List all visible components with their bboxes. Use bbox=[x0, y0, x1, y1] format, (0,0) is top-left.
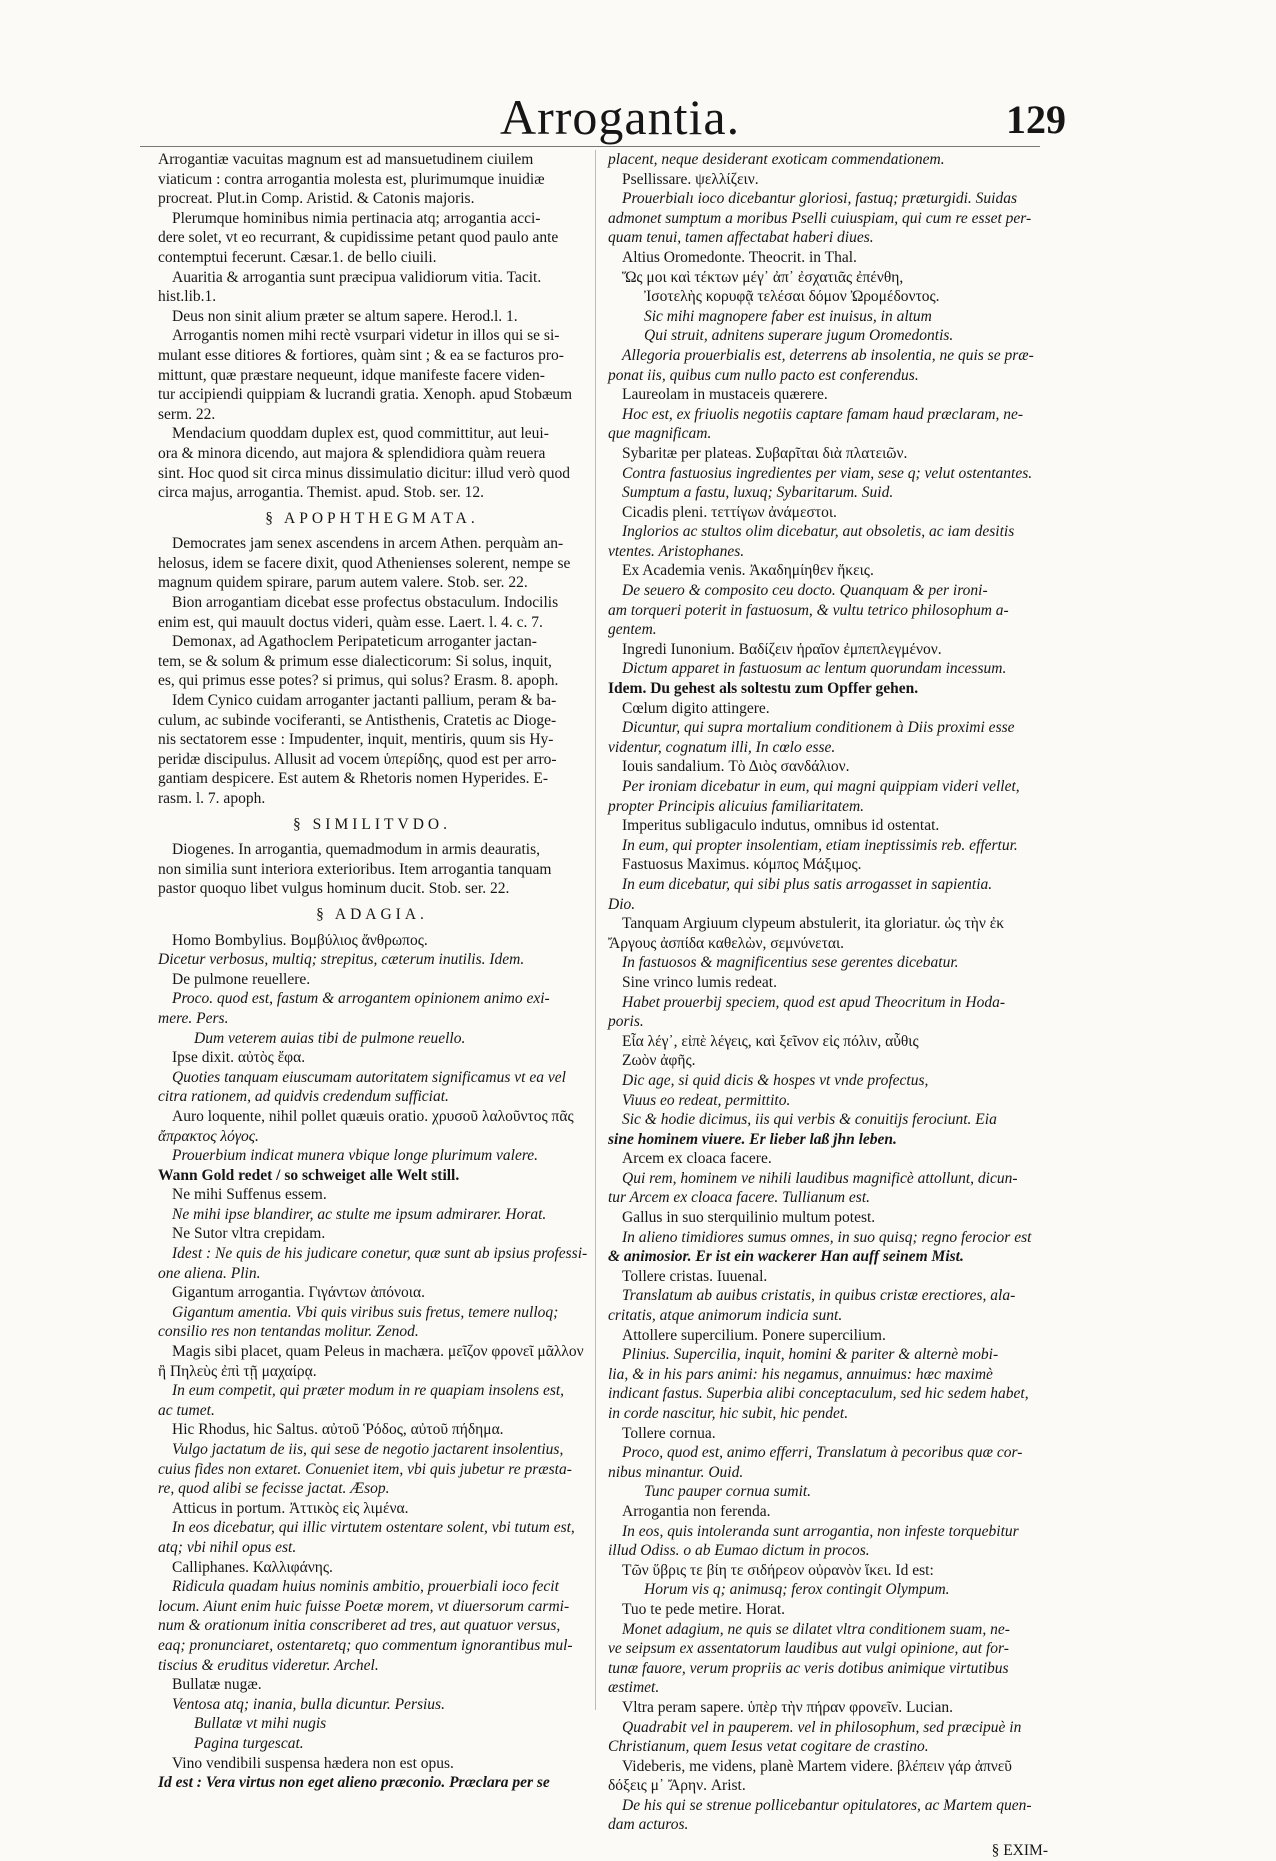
text-line: Demonax, ad Agathoclem Peripateticum arroganter jactan- bbox=[172, 633, 537, 651]
text-line: enim est, qui mauult doctus videri, quàm esse. Laert. l. 4. c. 7. bbox=[158, 613, 543, 631]
text-line: Quadrabit vel in pauperem. vel in philosophum, sed præcipuè in bbox=[622, 1718, 1022, 1736]
text-line: Vulgo jactatum de iis, qui sese de negotio jactarent insolentius, bbox=[172, 1441, 564, 1458]
text-line: Ridicula quadam huius nominis ambitio, prouerbiali ioco fecit bbox=[172, 1578, 559, 1596]
text-line: Proco. quod est, fastum & arrogantem opinionem animo exi- bbox=[172, 990, 550, 1008]
column-divider bbox=[595, 150, 596, 1710]
text-line: cuius fides non extaret. Conueniet item, vbi quis jubetur re præsta- bbox=[158, 1460, 572, 1478]
text-line: Diogenes. In arrogantia, quemadmodum in armis deauratis, bbox=[172, 841, 541, 859]
text-line: dam acturos. bbox=[608, 1816, 689, 1834]
text-line: contemptui fecerunt. Cæsar.1. de bello ciuili. bbox=[158, 248, 437, 266]
text-line: Tanquam Argiuum clypeum abstulerit, ita gloriatur. ὡς τὴν ἐκ bbox=[622, 915, 1005, 933]
text-line: poris. bbox=[608, 1013, 644, 1031]
text-line: Horum vis q; animusq; ferox contingit Olympum. bbox=[644, 1581, 950, 1599]
text-line: procreat. Plut.in Comp. Aristid. & Catonis majoris. bbox=[158, 190, 475, 208]
text-line: non similia sunt interiora exterioribus. Item arrogantia tanquam bbox=[158, 860, 552, 878]
text-line: Prouerbium indicat munera vbique longe plurimum valere. bbox=[172, 1147, 539, 1165]
text-line: Idem. Du gehest als soltestu zum Opffer gehen. bbox=[608, 680, 919, 698]
text-line: gentem. bbox=[608, 621, 657, 639]
text-line: In eum competit, qui præter modum in re quapiam insolens est, bbox=[172, 1382, 565, 1400]
text-line: Arcem ex cloaca facere. bbox=[622, 1150, 772, 1168]
text-line: placent, neque desiderant exoticam commendationem. bbox=[608, 151, 945, 168]
text-line: pastor quoquo libet vulgus hominum ducit. Stob. ser. 22. bbox=[158, 880, 510, 898]
text-line: Bullatæ nugæ. bbox=[172, 1676, 262, 1694]
text-line: Proco, quod est, animo efferri, Translatum à pecoribus quæ cor- bbox=[622, 1444, 1023, 1462]
text-line: mittunt, quæ præstare nequeunt, idque manifeste facere viden- bbox=[158, 366, 545, 384]
text-line: Arrogantis nomen mihi rectè vsurpari videtur in illos qui se si- bbox=[172, 327, 560, 345]
text-line: Ζωὸν ἀφῆς. bbox=[622, 1052, 696, 1070]
text-line: gantiam despicere. Est autem & Rhetoris nomen Hyperides. E- bbox=[158, 770, 548, 788]
text-line: helosus, idem se facere dixit, quod Athenienses solerent, nempe se bbox=[158, 554, 571, 572]
text-line: magnum quidem spirare, parum autem valere. Stob. ser. 22. bbox=[158, 574, 528, 592]
text-line: Sine vrinco lumis redeat. bbox=[622, 973, 777, 991]
text-line: § EXIM- bbox=[991, 1842, 1048, 1860]
text-line: Gallus in suo sterquilinio multum potest. bbox=[622, 1209, 876, 1227]
text-line: Hic Rhodus, hic Saltus. αὐτοῦ Ῥόδος, αὐτοῦ πήδημα. bbox=[172, 1421, 504, 1439]
text-line: In eos dicebatur, qui illic virtutem ostentare solent, vbi tutum est, bbox=[172, 1519, 575, 1537]
text-line: one aliena. Plin. bbox=[158, 1264, 261, 1282]
text-line: tem, se & solum & primum esse dialecticorum: Si solus, inquit, bbox=[158, 652, 552, 670]
text-line: Idest : Ne quis de his judicare conetur, quæ sunt ab ipsius professi- bbox=[172, 1245, 588, 1263]
text-line: Tunc pauper cornua sumit. bbox=[644, 1483, 812, 1501]
text-line: videntur, cognatum illi, In cœlo esse. bbox=[608, 738, 836, 756]
text-line: tunæ fauore, verum propriis ac veris dotibus animique virtutibus bbox=[608, 1659, 1009, 1677]
text-line: Ne mihi Suffenus essem. bbox=[172, 1186, 327, 1204]
text-line: Atticus in portum. Ἀττικὸς εἰς λιμένα. bbox=[172, 1499, 409, 1517]
text-line: mulant esse ditiores & fortiores, quàm sint ; & ea se facturos pro- bbox=[158, 346, 564, 364]
text-line: Laureolam in mustaceis quærere. bbox=[622, 386, 828, 404]
text-line: § APOPHTHEGMATA. bbox=[265, 509, 479, 527]
text-line: Ne mihi ipse blandirer, ac stulte me ipsum admirarer. Horat. bbox=[172, 1205, 547, 1223]
text-line: Translatum ab auibus cristatis, in quibus cristæ erectiores, ala- bbox=[622, 1287, 1016, 1305]
text-line: § SIMILITVDO. bbox=[293, 815, 451, 833]
text-line: in corde nascitur, hic subit, hic pendet. bbox=[608, 1405, 849, 1422]
text-line: Monet adagium, ne quis se dilatet vltra conditionem suam, ne- bbox=[622, 1620, 1010, 1638]
text-line: eaq; pronunciaret, ostentaretq; quo commentum ignorantibus mul- bbox=[158, 1636, 573, 1654]
text-line: es, qui primus esse potes? si primus, qui solus? Erasm. 8. apoph. bbox=[158, 672, 559, 690]
text-line: Dicuntur, qui supra mortalium conditionem à Diis proximi esse bbox=[622, 719, 1015, 737]
text-line: que magnificam. bbox=[608, 425, 712, 443]
text-line: Tuo te pede metire. Horat. bbox=[622, 1600, 785, 1618]
left-column bbox=[158, 150, 588, 1792]
text-line: dere solet, vt eo recurrant, & cupidissime petant quod paulo ante bbox=[158, 229, 559, 247]
text-line: Εἶα λέγ᾽, εἰπὲ λέγεις, καὶ ξεῖνον εἰς πόλιν, αὖθις bbox=[622, 1032, 919, 1050]
text-line: indicant fastus. Superbia alibi conceptaculum, sed hic sedem habet, bbox=[608, 1385, 1029, 1403]
text-line: Ipse dixit. αὐτὸς ἔφα. bbox=[172, 1049, 306, 1067]
text-line: quam tenui, tamen affectabat haberi diues. bbox=[608, 229, 874, 247]
text-line: Habet prouerbij speciem, quod est apud Theocritum in Hoda- bbox=[622, 993, 1006, 1011]
text-line: De his qui se strenue pollicebantur opitulatores, ac Martem quen- bbox=[622, 1796, 1032, 1814]
text-line: tur Arcem ex cloaca facere. Tullianum est. bbox=[608, 1189, 871, 1207]
text-line: Cœlum digito attingere. bbox=[622, 699, 770, 717]
page-title: Arrogantia. bbox=[500, 89, 741, 145]
text-line: Bion arrogantiam dicebat esse profectus obstaculum. Indocilis bbox=[172, 594, 559, 612]
text-line: Cicadis pleni. τεττίγων ἀνάμεστοι. bbox=[622, 503, 837, 521]
text-line: Sic & hodie dicimus, iis qui verbis & conuitijs ferociunt. Eia bbox=[622, 1111, 997, 1129]
text-line: re, quod alibi se fecisse jactat. Æsop. bbox=[158, 1480, 390, 1498]
text-line: Τῶν ὕβρις τε βίη τε σιδήρεον οὐρανὸν ἵκει. Id est: bbox=[622, 1561, 934, 1579]
text-line: Hoc est, ex friuolis negotiis captare famam haud præclaram, ne- bbox=[622, 405, 1024, 423]
text-line: Gigantum amentia. Vbi quis viribus suis fretus, temere nulloq; bbox=[172, 1303, 559, 1321]
text-line: Per ironiam dicebatur in eum, qui magni quippiam videri vellet, bbox=[622, 778, 1020, 795]
text-line: Calliphanes. Καλλιφάνης. bbox=[172, 1558, 333, 1576]
text-line: Dic age, si quid dicis & hospes vt vnde profectus, bbox=[622, 1071, 929, 1089]
text-line: ac tumet. bbox=[158, 1401, 215, 1419]
text-line: propter Principis alicuius familiaritatem. bbox=[608, 797, 865, 815]
text-line: Tollere cornua. bbox=[622, 1424, 716, 1442]
text-line: Arrogantia non ferenda. bbox=[622, 1502, 771, 1520]
text-line: Qui rem, hominem ve nihili laudibus magnificè attollunt, dicun- bbox=[622, 1169, 1018, 1187]
text-line: vtentes. Aristophanes. bbox=[608, 542, 745, 560]
header-rule bbox=[140, 146, 1040, 147]
text-line: ἢ Πηλεὺς ἐπὶ τῇ μαχαίρᾳ. bbox=[158, 1362, 317, 1380]
text-line: ve seipsum ex assentatorum laudibus aut vulgi opinione, aut for- bbox=[608, 1640, 1009, 1658]
text-line: illud Odiss. o ab Eumao dictum in procos. bbox=[608, 1542, 870, 1560]
text-line: Wann Gold redet / so schweiget alle Welt still. bbox=[158, 1166, 460, 1184]
text-line: nis sectatorem esse : Impudenter, inquit, mentiris, quum sis Hy- bbox=[158, 731, 554, 749]
text-line: Prouerbialı ioco dicebantur gloriosi, fastuq; præturgidi. Suidas bbox=[622, 190, 1017, 208]
text-line: Attollere supercilium. Ponere supercilium. bbox=[622, 1326, 886, 1344]
text-line: Dio. bbox=[608, 895, 636, 913]
text-line: De pulmone reuellere. bbox=[172, 970, 311, 988]
text-line: serm. 22. bbox=[158, 405, 216, 423]
text-line: circa majus, arrogantia. Themist. apud. Stob. ser. 12. bbox=[158, 484, 484, 502]
text-line: Psellissare. ψελλίζειν. bbox=[622, 170, 759, 188]
text-line: am torqueri poterit in fastuosum, & vultu tetrico philosophum a- bbox=[608, 601, 1009, 619]
text-line: culum, ac subinde vociferanti, se Antisthenis, Cratetis ac Dioge- bbox=[158, 711, 557, 729]
text-line: nibus minantur. Ouid. bbox=[608, 1463, 744, 1481]
text-line: De seuero & composito ceu docto. Quanquam & per ironi- bbox=[622, 582, 988, 600]
text-line: Ne Sutor vltra crepidam. bbox=[172, 1225, 326, 1243]
text-line: Quoties tanquam eiuscumam autoritatem significamus vt ea vel bbox=[172, 1068, 566, 1086]
text-line: ponat iis, quibus cum nullo pacto est conferendus. bbox=[608, 366, 919, 384]
text-line: Inglorios ac stultos olim dicebatur, aut obsoletis, ac iam desitis bbox=[622, 523, 1015, 541]
text-line: Sybaritæ per plateas. Συβαρῖται διὰ πλατειῶν. bbox=[622, 444, 908, 462]
text-line: Id est : Vera virtus non eget alieno præconio. Præclara per se bbox=[158, 1774, 550, 1792]
text-line: locum. Aiunt enim huic fuisse Poetæ morem, vt diuersorum carmi- bbox=[158, 1597, 570, 1615]
text-line: Ex Academia venis. Ἀκαδημίηθεν ἥκεις. bbox=[622, 562, 874, 580]
text-line: Ingredi Iunonium. Βαδίζειν ἡραῖον ἐμπεπλεγμένον. bbox=[622, 640, 942, 658]
text-line: In fastuosos & magnificentius sese gerentes dicebatur. bbox=[622, 954, 959, 972]
text-line: Dum veterem auias tibi de pulmone reuello. bbox=[194, 1029, 466, 1047]
text-line: δόξεις μ᾽ Ἄρην. Arist. bbox=[608, 1777, 746, 1795]
text-line: mere. Pers. bbox=[158, 1009, 229, 1027]
text-line: Allegoria prouerbialis est, deterrens ab insolentia, ne quis se præ- bbox=[622, 346, 1034, 364]
text-line: Iouis sandalium. Τὸ Διὸς σανδάλιον. bbox=[622, 758, 850, 776]
text-line: Fastuosus Maximus. κόμπος Μάξιμος. bbox=[622, 856, 862, 874]
text-line: ἄπρακτος λόγος. bbox=[158, 1127, 259, 1145]
text-line: Videberis, me videns, planè Martem videre. βλέπειν γάρ ἀπνεῦ bbox=[622, 1757, 1012, 1775]
text-line: hist.lib.1. bbox=[158, 288, 217, 306]
text-line: citra rationem, ad quidvis credendum sufficiat. bbox=[158, 1088, 449, 1106]
text-line: viaticum : contra arrogantia molesta est, plurimumque inuidiæ bbox=[158, 170, 545, 188]
text-line: In eum dicebatur, qui sibi plus satis arrogasset in sapientia. bbox=[622, 875, 993, 893]
text-line: rasm. l. 7. apoph. bbox=[158, 790, 266, 807]
text-line: Magis sibi placet, quam Peleus in machæra. μεῖζον φρονεῖ μᾶλλον bbox=[172, 1343, 584, 1361]
text-line: atq; vbi nihil opus est. bbox=[158, 1538, 297, 1556]
text-line: Mendacium quoddam duplex est, quod committitur, aut leui- bbox=[172, 425, 549, 443]
right-column bbox=[608, 150, 1048, 1860]
text-line: Deus non sinit alium præter se altum sapere. Herod.l. 1. bbox=[172, 307, 518, 325]
text-line: tur accipiendi quippiam & lucrandi gratia. Xenoph. apud Stobæum bbox=[158, 386, 573, 404]
text-line: Gigantum arrogantia. Γιγάντων ἀπόνοια. bbox=[172, 1284, 425, 1302]
text-line: Vltra peram sapere. ὑπὲρ τὴν πήραν φρονεῖν. Lucian. bbox=[622, 1698, 953, 1716]
text-line: Pagina turgescat. bbox=[194, 1734, 304, 1752]
text-line: In eos, quis intoleranda sunt arrogantia, non infeste torquebitur bbox=[622, 1522, 1019, 1540]
text-line: Vino vendibili suspensa hædera non est opus. bbox=[172, 1754, 454, 1772]
text-line: ora & minora dicendo, aut majora & splendidiora quàm reuera bbox=[158, 444, 546, 462]
text-line: num & orationum initia conscriberet ad tres, aut quatuor versus, bbox=[158, 1617, 561, 1635]
text-line: æstimet. bbox=[608, 1679, 660, 1697]
text-line: critatis, atque animorum indicia sunt. bbox=[608, 1307, 843, 1325]
text-line: Plerumque hominibus nimia pertinacia atq; arrogantia acci- bbox=[172, 209, 541, 227]
text-line: Auro loquente, nihil pollet quæuis oratio. χρυσοῦ λαλοῦντος πᾶς bbox=[172, 1107, 574, 1125]
text-line: In alieno timidiores sumus omnes, in suo quisq; regno ferocior est bbox=[622, 1228, 1032, 1246]
text-line: Dicetur verbosus, multiq; strepitus, cæterum inutilis. Idem. bbox=[158, 951, 525, 969]
text-line: Idem Cynico cuidam arroganter jactanti pallium, peram & ba- bbox=[172, 692, 557, 710]
text-line: consilio res non tentandas molitur. Zenod. bbox=[158, 1323, 419, 1341]
text-line: Bullatæ vt mihi nugis bbox=[194, 1715, 327, 1733]
text-line: Plinius. Supercilia, inquit, homini & pariter & alternè mobi- bbox=[622, 1346, 999, 1364]
text-line: & animosior. Er ist ein wackerer Han auff seinem Mist. bbox=[608, 1248, 964, 1266]
text-line: Tollere cristas. Iuuenal. bbox=[622, 1267, 768, 1285]
text-line: Ἰσοτελὴς κορυφᾷ τελέσαι δόμον Ὠρομέδοντος. bbox=[644, 288, 940, 306]
text-line: Sumptum a fastu, luxuq; Sybaritarum. Suid. bbox=[622, 484, 894, 502]
text-line: lia, & in his pars animi: his negamus, annuimus: hæc maximè bbox=[608, 1365, 993, 1383]
text-line: tiscius & eruditus videretur. Archel. bbox=[158, 1656, 379, 1674]
text-line: Sic mihi magnopere faber est inuisus, in altum bbox=[644, 307, 932, 325]
text-line: Arrogantiæ vacuitas magnum est ad mansuetudinem ciuilem bbox=[158, 151, 534, 168]
text-line: sine hominem viuere. Er lieber laß jhn leben. bbox=[608, 1130, 897, 1148]
text-line: In eum, qui propter insolentiam, etiam ineptissimis reb. effertur. bbox=[622, 836, 1018, 854]
text-line: Dictum apparet in fastuosum ac lentum quorundam incessum. bbox=[622, 660, 1007, 678]
text-line: Homo Bombylius. Βομβύλιος ἄνθρωπος. bbox=[172, 931, 428, 949]
text-line: Altius Oromedonte. Theocrit. in Thal. bbox=[622, 248, 857, 266]
text-line: Ἄργους ἀσπίδα καθελὼν, σεμνύνεται. bbox=[608, 934, 845, 952]
text-line: Democrates jam senex ascendens in arcem Athen. perquàm an- bbox=[172, 535, 564, 553]
text-line: Qui struit, adnitens superare jugum Oromedontis. bbox=[644, 327, 954, 345]
page-number: 129 bbox=[1006, 97, 1066, 142]
text-line: admonet sumptum a moribus Pselli cuiuspiam, qui cum re esset per- bbox=[608, 209, 1032, 227]
text-line: sint. Hoc quod sit circa minus dissimulatio dicitur: illud verò quod bbox=[158, 464, 570, 482]
text-line: Imperitus subligaculo indutus, omnibus id ostentat. bbox=[622, 817, 940, 835]
text-line: Ὥς μοι καὶ τέκτων μέγ᾽ ἀπ᾽ ἐσχατιᾶς ἐπένθη, bbox=[622, 268, 904, 286]
text-line: Christianum, quem Iesus vetat cogitare de crastino. bbox=[608, 1738, 929, 1756]
text-line: Ventosa atq; inania, bulla dicuntur. Persius. bbox=[172, 1695, 445, 1713]
text-line: peridæ discipulus. Allusit ad vocem ὑπερίδης, quod est per arro- bbox=[158, 750, 557, 768]
text-line: Contra fastuosius ingredientes per viam, sese q; velut ostentantes. bbox=[622, 464, 1033, 482]
text-line: Auaritia & arrogantia sunt præcipua validiorum vitia. Tacit. bbox=[172, 268, 542, 286]
text-line: § ADAGIA. bbox=[316, 905, 428, 923]
text-line: Viuus eo redeat, permittito. bbox=[622, 1091, 791, 1109]
